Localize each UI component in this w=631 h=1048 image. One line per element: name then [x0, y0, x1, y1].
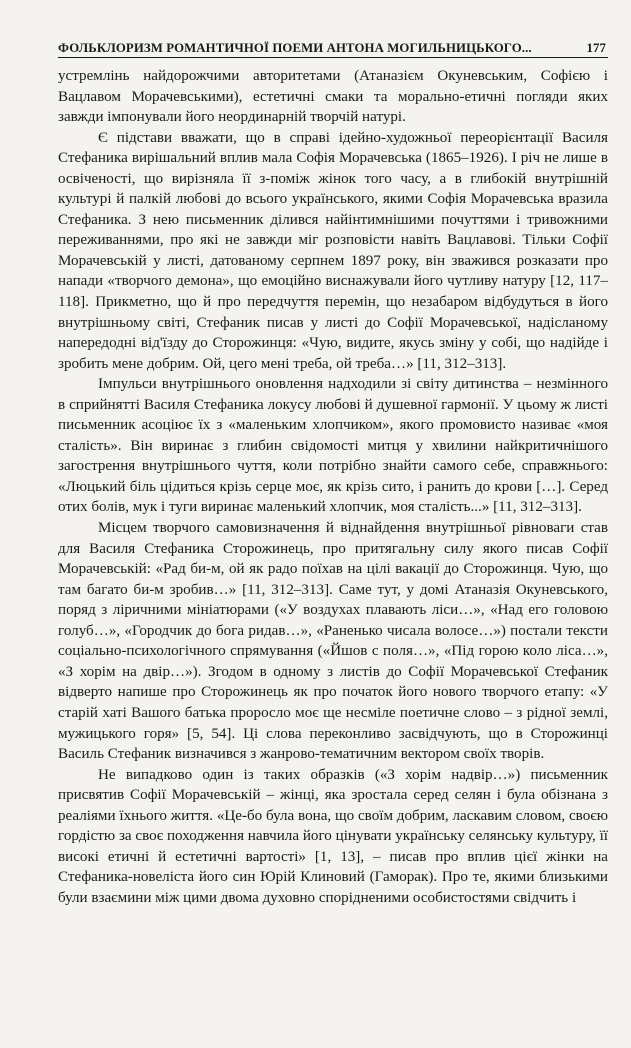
header-rule — [58, 57, 608, 58]
paragraph-3: Імпульси внутрішнього оновлення надходили зі світу дитинства – незмінного в сприйнятті Василя Стефаника локусу любові й душевної гармонії. У цьому ж листі письменник асоціює їх з «маленьким хлопчиком», якого промовисто називає «моя сталість». Він виринає з глибин свідомості митця у хвилини найкритичнішого загострення внутрішнього чуття, коли потрібно знайти самого себе, справжнього: «Люцький біль цідиться крізь серце моє, як крізь сито, і ранить до крови […]. Серед отих болів, мук і туги виринає маленький хлопчик, моя сталість...» [11, 312–313]. — [58, 376, 608, 516]
running-head-title: ФОЛЬКЛОРИЗМ РОМАНТИЧНОЇ ПОЕМИ АНТОНА МОГИЛЬНИЦЬКОГО... — [58, 41, 532, 55]
paragraph-1: устремлінь найдорожчими авторитетами (Атаназієм Окуневським, Софією і Вацлавом Морачевськими), естетичні смаки та морально-етичні погляди яких завжди імпонували його неординарній творчій натурі. — [58, 68, 608, 126]
paragraph-4: Місцем творчого самовизначення й віднайдення внутрішньої рівноваги став для Василя Стефаника Сторожинець, про притягальну силу якого писав Софії Морачевській: «Рад би-м, ой як радо поїхав на цілі вакації до Сторожинця. Чую, що там багато би-м зробив…» [11, 312–313]. Саме тут, у домі Атаназія Окуневського, поряд з ліричними мініатюрами («У воздухах плавають ліси…», «Над его головою голуб…», «Городчик до бога ридав…», «Раненько чисала волосе…») постали тексти соціально-психологічного спрямування («Йшов с поля…», «Під горою коло ліса…», «З хорім на двір…»). Згодом в одному з листів до Софії Морачевської Стефаник відверто напише про Сторожинець як про початок його нового творчого етапу: «У старій хаті Вашого батька проросло моє ще несміле поетичне слово – з рідної землі, мужицького горя» [5, 54]. Ці слова переконливо засвідчують, що в Сторожинці Василь Стефаник визначився з жанрово-тематичним вектором своїх творів. — [58, 520, 608, 763]
body-text — [58, 66, 608, 908]
paragraph-5: Не випадково один із таких образків («З хорім надвір…») письменник присвятив Софії Морачевській – жінці, яка зростала серед селян і була обізнана з реаліями їхнього життя. «Це-бо була вона, що своїм добрим, ласкавим словом, своєю гордістю за своє походження навчила його цінувати українську селянську культуру, її високі етичні й естетичні вартості» [1, 13], – писав про вплив цієї жінки на Стефаника-новеліста його син Юрій Клиновий (Гаморак). Про те, якими близькими були взаємини між цими двома духовно спорідненими особистостями свідчить і — [58, 766, 608, 906]
page-number: 177 — [586, 41, 606, 55]
paragraph-2: Є підстави вважати, що в справі ідейно-художньої переорієнтації Василя Стефаника вирішальний вплив мала Софія Морачевська (1865–1926). І річ не лише в освіченості, що вирізняла її з-поміж жінок того часу, а в глибокій внутрішній культурі й палкій любові до всього українського, якими Софія Морачевська вразила Стефаника. З нею письменник ділився найінтимнішими почуттями і тривожними переживаннями, про які не завжди міг розповісти навіть Вацлавові. Тільки Софії Морачевській у листі, датованому серпнем 1897 року, він зважився розказати про напади «творчого демона», що емоційно виснажували його чутливу натуру [12, 117–118]. Прикметно, що й про передчуття перемін, що незабаром відбудуться в його внутрішньому світі, Стефаник писав у листі до Софії Морачевської, надісланому напередодні від'їзду до Сторожинця: «Чую, видите, якусь зміну у собі, що надійде і зробить мене добрим. Ой, цего мені треба, ой треба…» [11, 312–313]. — [58, 129, 608, 372]
running-head — [58, 36, 606, 56]
